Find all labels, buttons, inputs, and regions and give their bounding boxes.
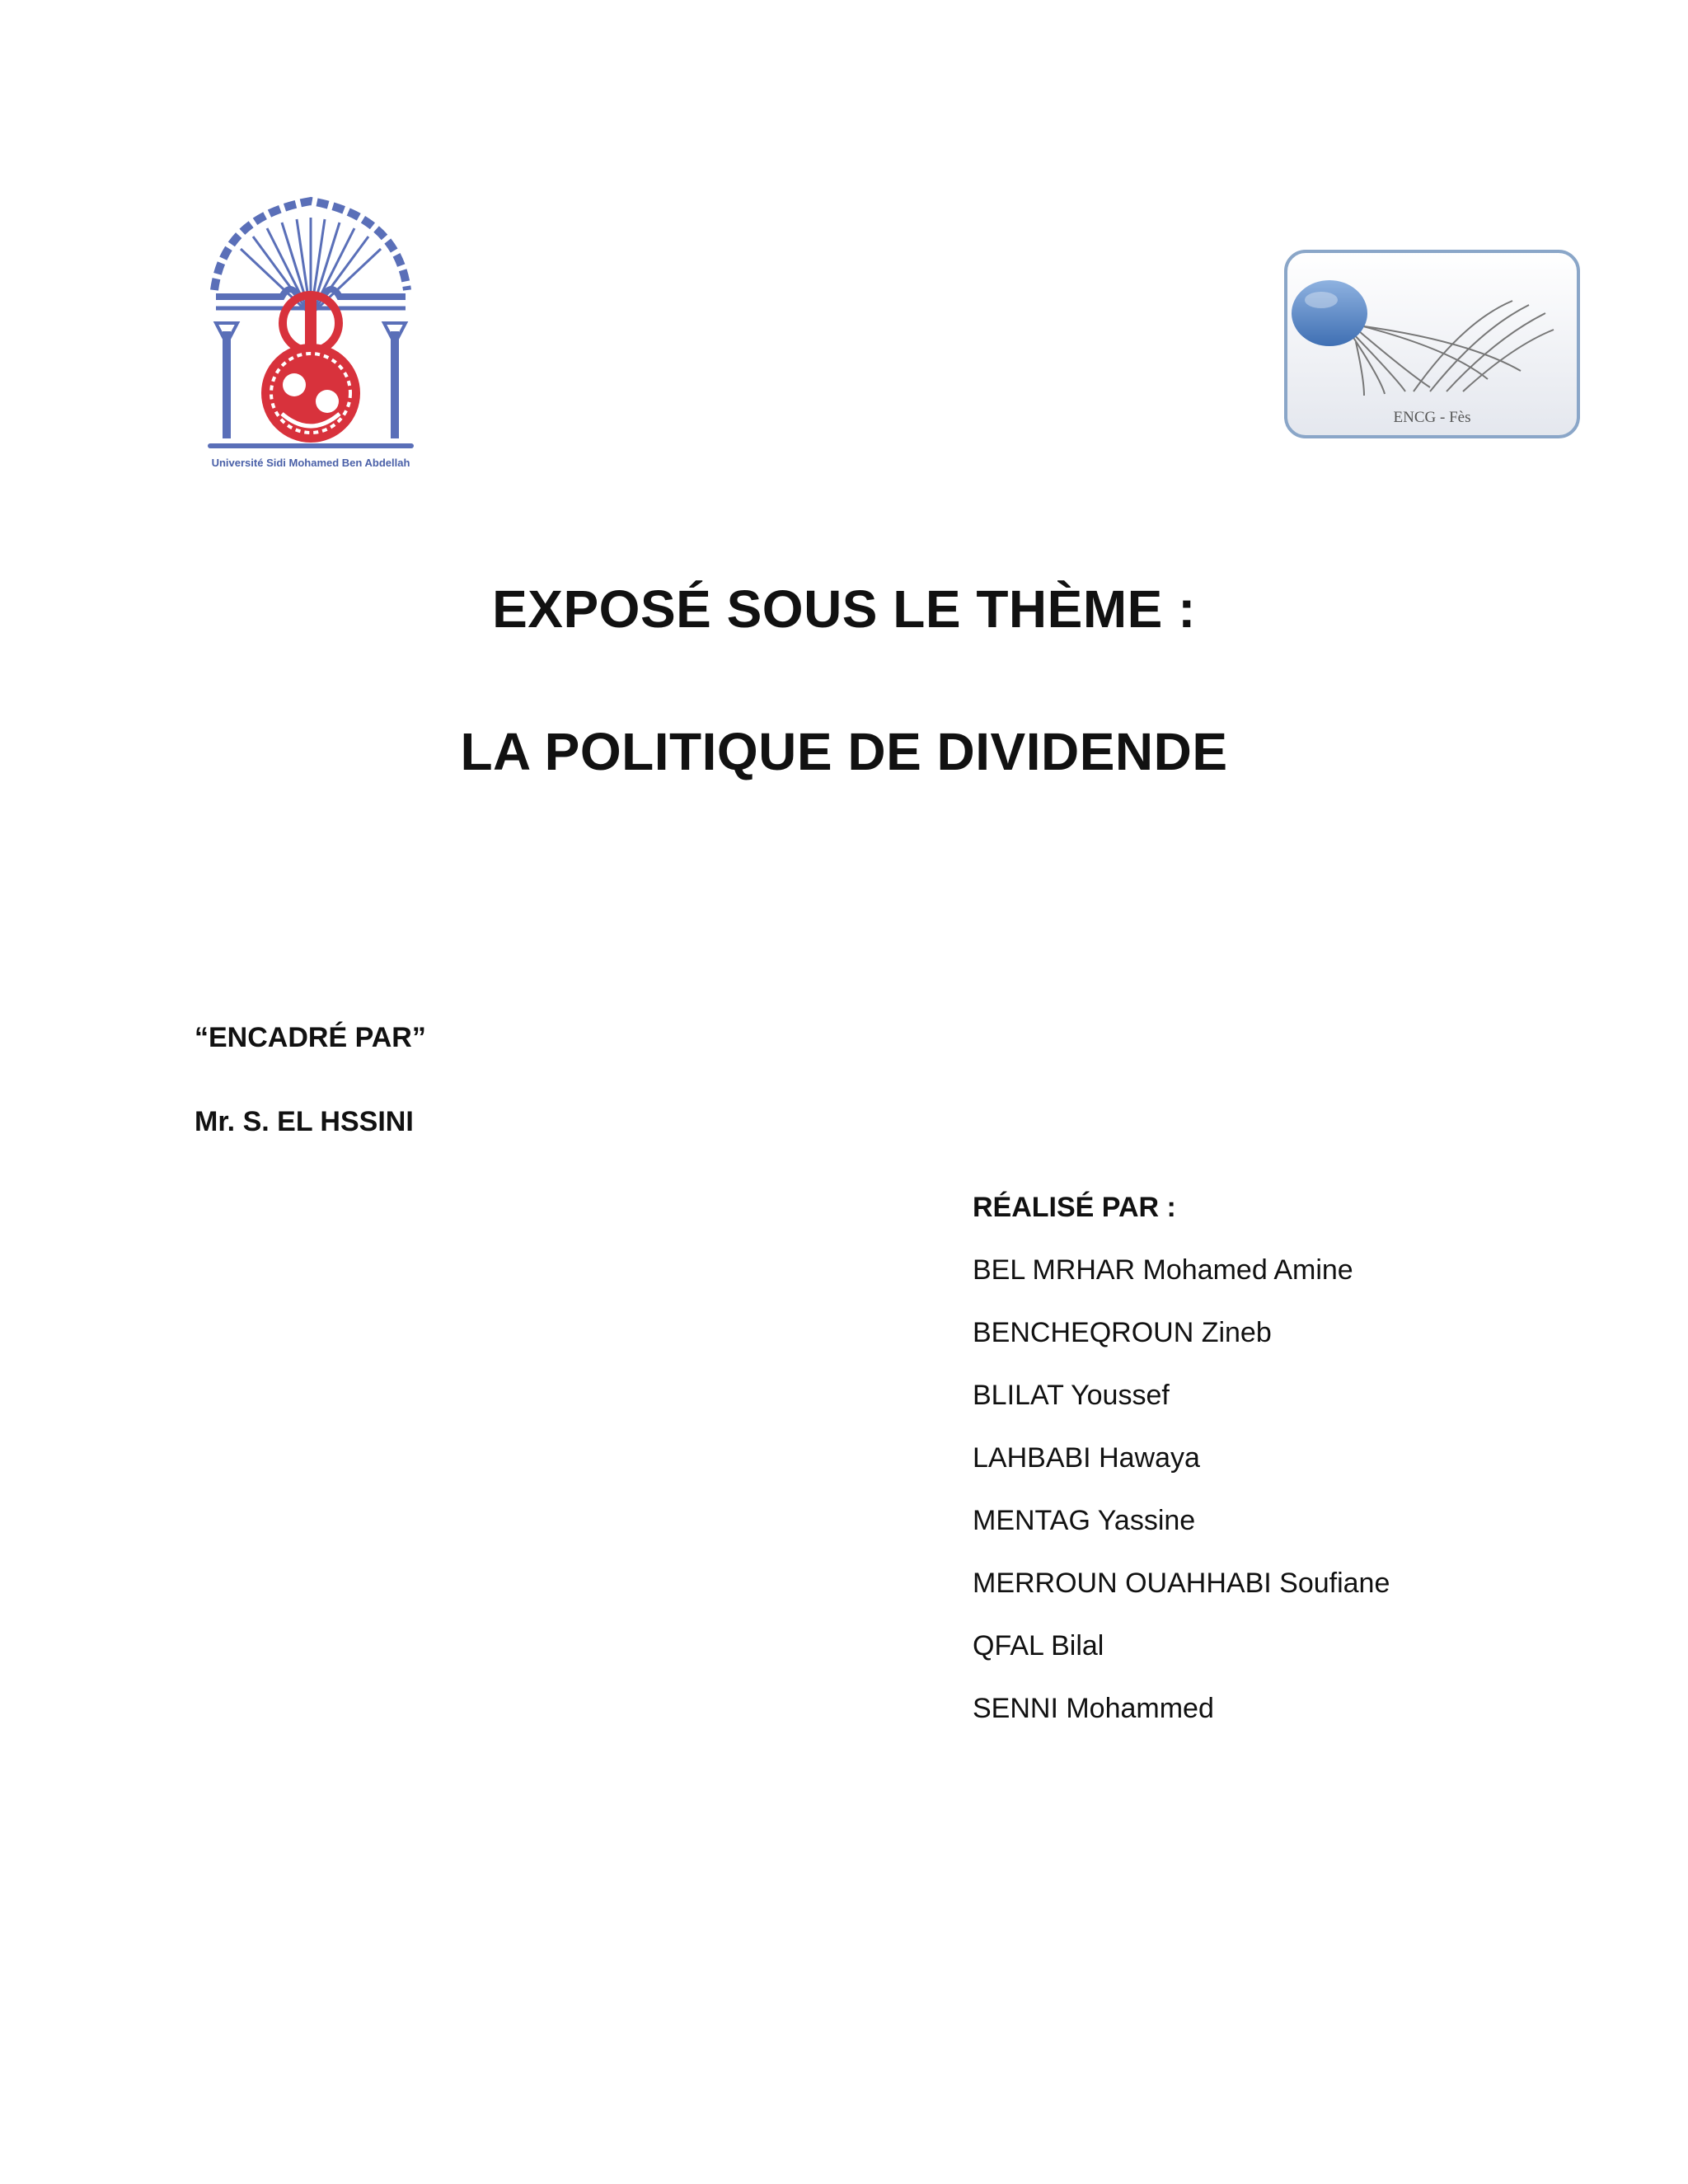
school-logo [1282, 247, 1582, 449]
author-name: MENTAG Yassine [973, 1505, 1196, 1536]
author-name: BLILAT Youssef [973, 1380, 1170, 1411]
supervisor-label: “ENCADRÉ PAR” [195, 1022, 426, 1053]
authors-label: RÉALISÉ PAR : [973, 1192, 1176, 1223]
author-name: LAHBABI Hawaya [973, 1442, 1200, 1474]
university-logo [191, 191, 430, 488]
authors-list [973, 1249, 1390, 1750]
document-title-line-1: EXPOSÉ SOUS LE THÈME : [492, 579, 1196, 639]
authors-block [973, 1187, 1390, 1750]
author-name: SENNI Mohammed [973, 1693, 1214, 1724]
supervisor-name: Mr. S. EL HSSINI [195, 1106, 414, 1137]
document-title-line-2: LA POLITIQUE DE DIVIDENDE [460, 722, 1228, 781]
university-emblem-icon [191, 191, 430, 455]
author-name: BEL MRHAR Mohamed Amine [973, 1254, 1353, 1286]
author-name: BENCHEQROUN Zineb [973, 1317, 1272, 1348]
school-caption: ENCG - Fès [1393, 409, 1471, 426]
university-caption: Université Sidi Mohamed Ben Abdellah [211, 457, 410, 469]
author-name: MERROUN OUAHHABI Soufiane [973, 1568, 1390, 1599]
author-name: QFAL Bilal [973, 1630, 1104, 1661]
